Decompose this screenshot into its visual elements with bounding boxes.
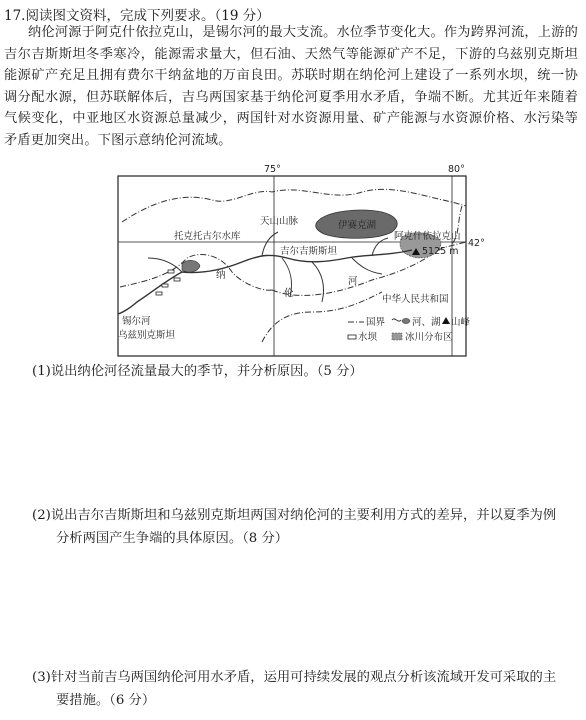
uzbek-label: 乌兹别克斯坦	[118, 330, 176, 341]
legend-dam-label: 水坝	[358, 332, 378, 343]
syr-tributary	[148, 258, 182, 272]
dam-3	[162, 284, 168, 287]
river-char-na: 纳	[216, 270, 226, 281]
kyrgyz-label: 吉尔吉斯斯坦	[280, 246, 338, 257]
subquestion-1	[32, 360, 580, 383]
subquestion-3-line2: 要措施。（6 分）	[56, 693, 156, 708]
syr-darya	[118, 272, 182, 314]
naryn-river-basin-map	[112, 162, 485, 358]
issyk-label: 伊赛克湖	[338, 220, 377, 231]
river-char-he: 河	[348, 276, 358, 287]
tributary-3	[352, 258, 382, 274]
legend-peak-label: 山峰	[451, 317, 471, 328]
tributary-4	[262, 232, 278, 256]
map-frame	[118, 176, 466, 356]
material-paragraph: 纳伦河源于阿克什依拉克山，是锡尔河的最大支流。水位季节变化大。作为跨界河流，上游的吉尔吉斯斯坦冬季寒冷，能源需求量大，但石油、天然气等能源矿产不足，下游的乌兹别克斯坦能源矿产充足且拥有费尔干纳盆地的万亩良田。苏联时期在纳伦河上建设了一系列水坝，统一协调分配水源，但苏联解体后，吉乌两国家基于纳伦河夏季用水矛盾，争端不断。尤其近年来随着气候变化，中亚地区水资源总量减少，两国针对水资源用量、矿产能源与水资源价格、水污染等矛盾更加突出。下图示意纳伦河流域。	[4, 25, 578, 148]
question-header	[4, 4, 270, 24]
tributary-5	[372, 238, 388, 256]
dam-1	[168, 270, 174, 273]
tianshan-label: 天山山脉	[260, 216, 299, 227]
lon-80-label: 80°	[448, 164, 465, 175]
toktogul-reservoir	[182, 260, 200, 272]
tributary-2	[312, 262, 324, 302]
dam-2	[174, 278, 180, 281]
akshiyrak-label: 阿克什依拉克山	[394, 231, 461, 242]
question-instruction: 阅读图文资料，完成下列要求。（19 分）	[25, 8, 270, 24]
dam-4	[156, 292, 162, 295]
peak-label: 5125 m	[422, 246, 459, 257]
legend-river-label: 河、湖	[412, 317, 441, 328]
subquestion-1-text: (1)说出纳伦河径流量最大的季节，并分析原因。（5 分）	[32, 364, 363, 379]
subquestion-3-line1: (3)针对当前吉乌两国纳伦河用水矛盾，运用可持续发展的观点分析该流域开发可采取的主	[32, 670, 557, 685]
china-label: 中华人民共和国	[382, 294, 449, 305]
subquestion-2-line2: 分析两国产生争端的具体原因。（8 分）	[56, 531, 289, 546]
lat-42-label: 42°	[468, 238, 485, 249]
subquestion-2-line1: (2)说出吉尔吉斯斯坦和乌兹别克斯坦两国对纳伦河的主要利用方式的差异，并以夏季为例	[32, 508, 557, 523]
river-char-lun: 伦	[284, 288, 294, 299]
question-number: 17.	[4, 8, 26, 24]
subquestion-3	[32, 666, 580, 712]
syr-darya-label: 锡尔河	[122, 316, 151, 327]
legend-border-label: 国界	[366, 317, 386, 328]
subquestion-2	[32, 504, 580, 550]
legend-glacier-label: 冰川分布区	[405, 332, 453, 343]
lon-75-label: 75°	[264, 164, 281, 175]
toktogul-label: 托克托古尔水库	[174, 231, 241, 242]
